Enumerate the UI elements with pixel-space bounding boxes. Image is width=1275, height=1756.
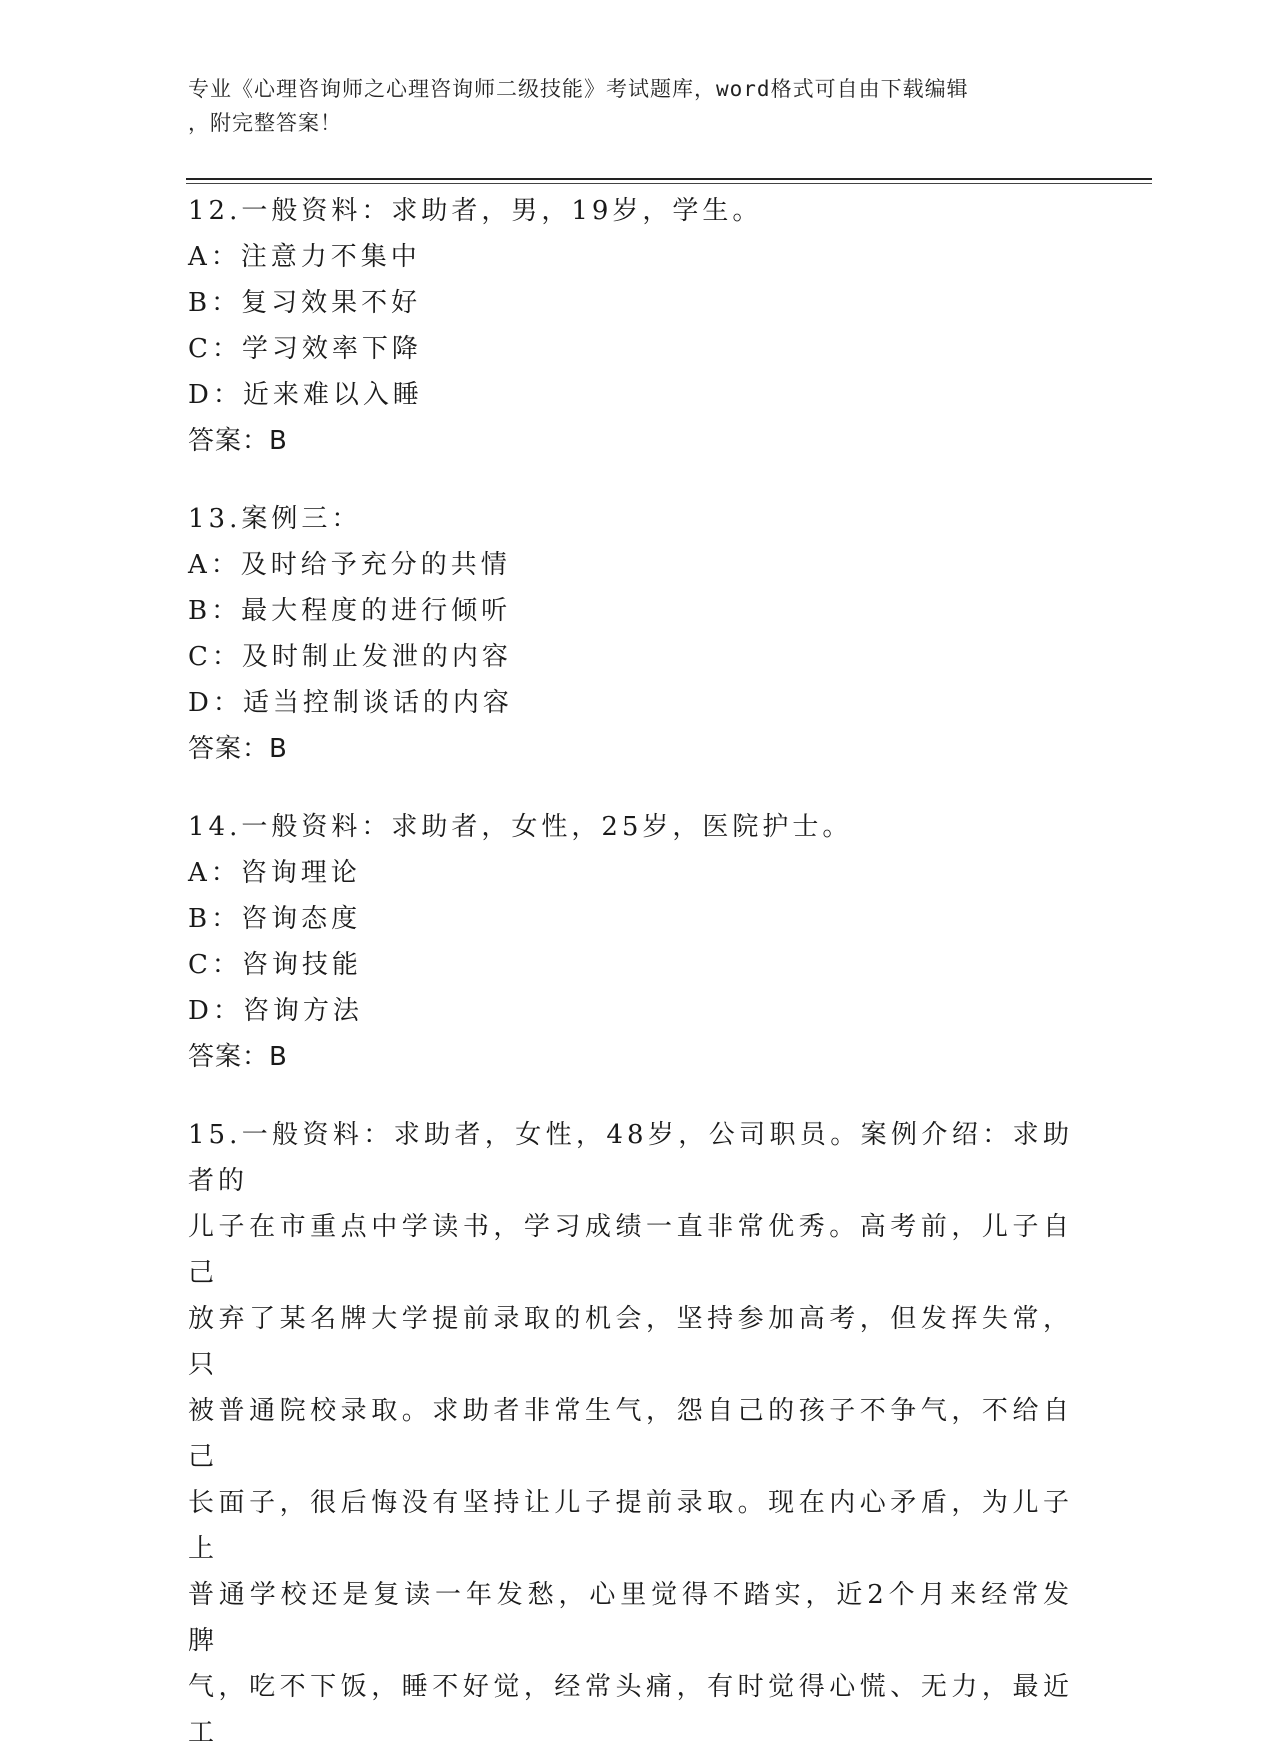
question-13: [188, 496, 1088, 772]
question-stem: 14.一般资料：求助者，女性，25岁，医院护士。: [188, 812, 853, 842]
option-a: A：咨询理论: [188, 858, 361, 888]
case-line: 气，吃不下饭，睡不好觉，经常头痛，有时觉得心慌、无力，最近工: [188, 1672, 1073, 1748]
option-d: D：近来难以入睡: [188, 380, 423, 410]
case-line: 15.一般资料：求助者，女性，48岁，公司职员。案例介绍：求助者的: [188, 1120, 1073, 1196]
question-15: [188, 1112, 1088, 1756]
option-b: B：咨询态度: [188, 904, 362, 934]
header-line-1: 专业《心理咨询师之心理咨询师二级技能》考试题库，word格式可自由下载编辑: [188, 77, 969, 101]
case-line: 普通学校还是复读一年发愁，心里觉得不踏实，近2个月来经常发脾: [188, 1580, 1073, 1656]
answer-line: 答案：B: [188, 734, 288, 764]
case-line: 放弃了某名牌大学提前录取的机会，坚持参加高考，但发挥失常，只: [188, 1304, 1073, 1380]
question-stem: 12.一般资料：求助者，男，19岁，学生。: [188, 196, 763, 226]
document-header-note: [188, 72, 1068, 140]
option-c: C：学习效率下降: [188, 334, 422, 364]
header-divider-thick: [186, 178, 1152, 180]
answer-line: 答案：B: [188, 1042, 288, 1072]
case-line: 长面子，很后悔没有坚持让儿子提前录取。现在内心矛盾，为儿子上: [188, 1488, 1073, 1564]
option-b: B：最大程度的进行倾听: [188, 596, 512, 626]
option-b: B：复习效果不好: [188, 288, 422, 318]
option-c: C：咨询技能: [188, 950, 362, 980]
case-line: 儿子在市重点中学读书，学习成绩一直非常优秀。高考前，儿子自己: [188, 1212, 1073, 1288]
option-d: D：咨询方法: [188, 996, 363, 1026]
case-line: 被普通院校录取。求助者非常生气，怨自己的孩子不争气，不给自己: [188, 1396, 1073, 1472]
option-d: D：适当控制谈话的内容: [188, 688, 513, 718]
question-12: [188, 188, 1088, 464]
question-14: [188, 804, 1088, 1080]
header-divider-thin: [186, 183, 1152, 184]
option-a: A：及时给予充分的共情: [188, 550, 511, 580]
question-stem: 13.案例三：: [188, 504, 362, 534]
header-line-2: ，附完整答案！: [188, 111, 342, 135]
option-a: A：注意力不集中: [188, 242, 421, 272]
option-c: C：及时制止发泄的内容: [188, 642, 512, 672]
answer-line: 答案：B: [188, 426, 288, 456]
